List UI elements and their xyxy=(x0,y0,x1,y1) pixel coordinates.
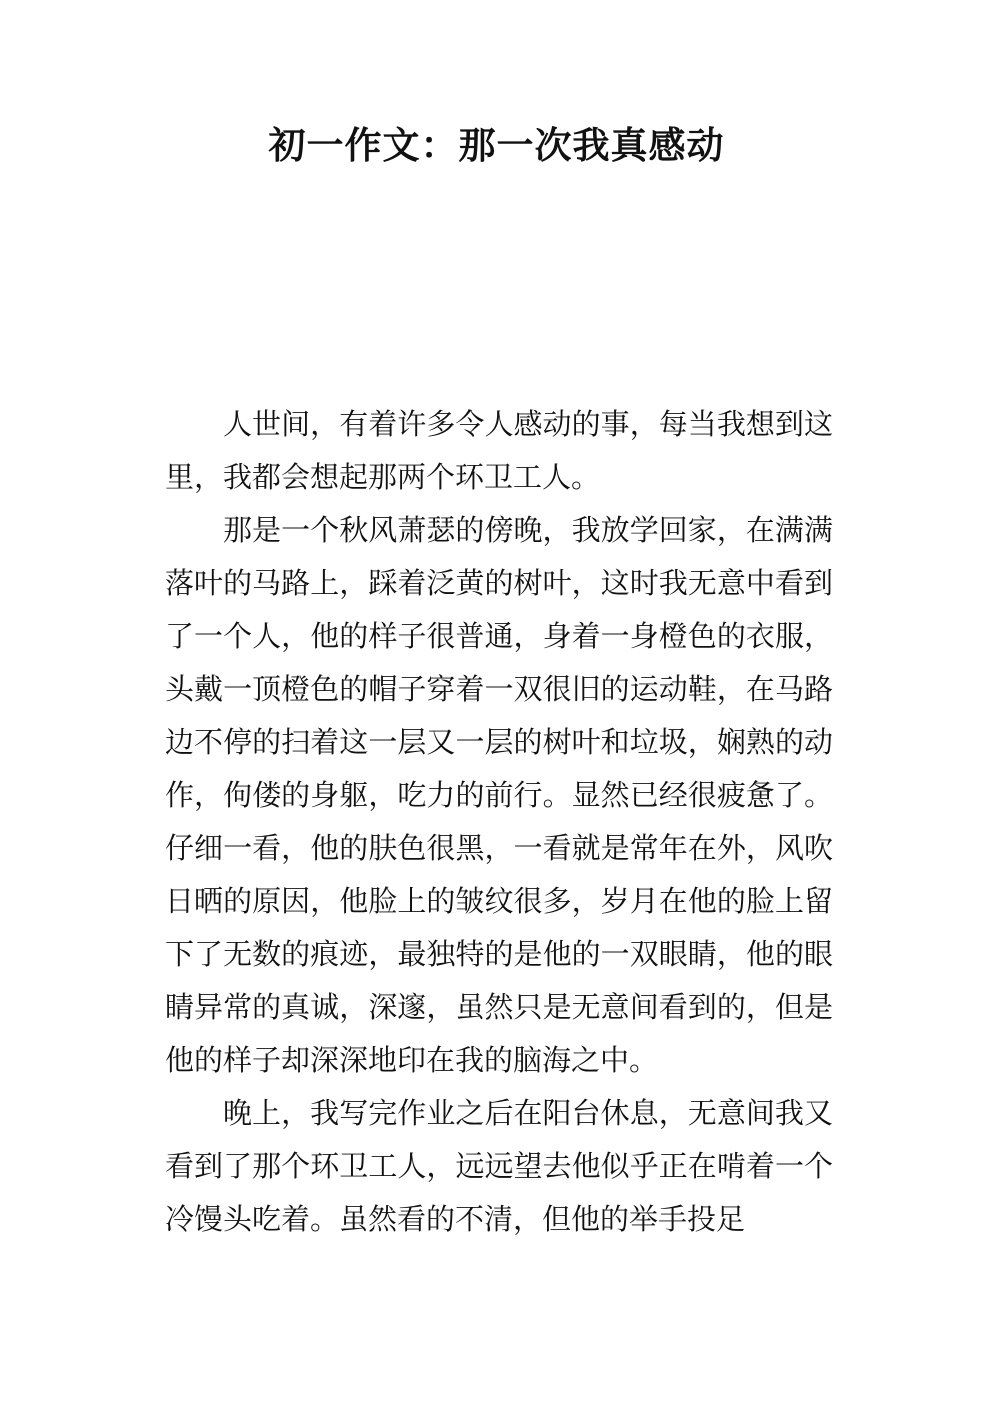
document-title: 初一作文：那一次我真感动 xyxy=(268,124,725,167)
document-body xyxy=(165,398,833,1246)
paragraph-1: 人世间，有着许多令人感动的事，每当我想到这里，我都会想起那两个环卫工人。 xyxy=(165,407,833,494)
paragraph-2: 那是一个秋风萧瑟的傍晚，我放学回家，在满满落叶的马路上，踩着泛黄的树叶，这时我无意中看到了一个人，他的样子很普通，身着一身橙色的衣服，头戴一顶橙色的帽子穿着一双很旧的运动鞋，在马路边不停的扫着这一层又一层的树叶和垃圾，娴熟的动作，佝偻的身躯，吃力的前行。显然已经很疲惫了。仔细一看，他的肤色很黑，一看就是常年在外，风吹日晒的原因，他脸上的皱纹很多，岁月在他的脸上留下了无数的痕迹，最独特的是他的一双眼睛，他的眼睛异常的真诚，深邃，虽然只是无意间看到的，但是他的样子却深深地印在我的脑海之中。 xyxy=(165,513,833,1077)
paragraph-3: 晚上，我写完作业之后在阳台休息，无意间我又看到了那个环卫工人，远远望去他似乎正在啃着一个冷馒头吃着。虽然看的不清，但他的举手投足 xyxy=(165,1096,833,1236)
